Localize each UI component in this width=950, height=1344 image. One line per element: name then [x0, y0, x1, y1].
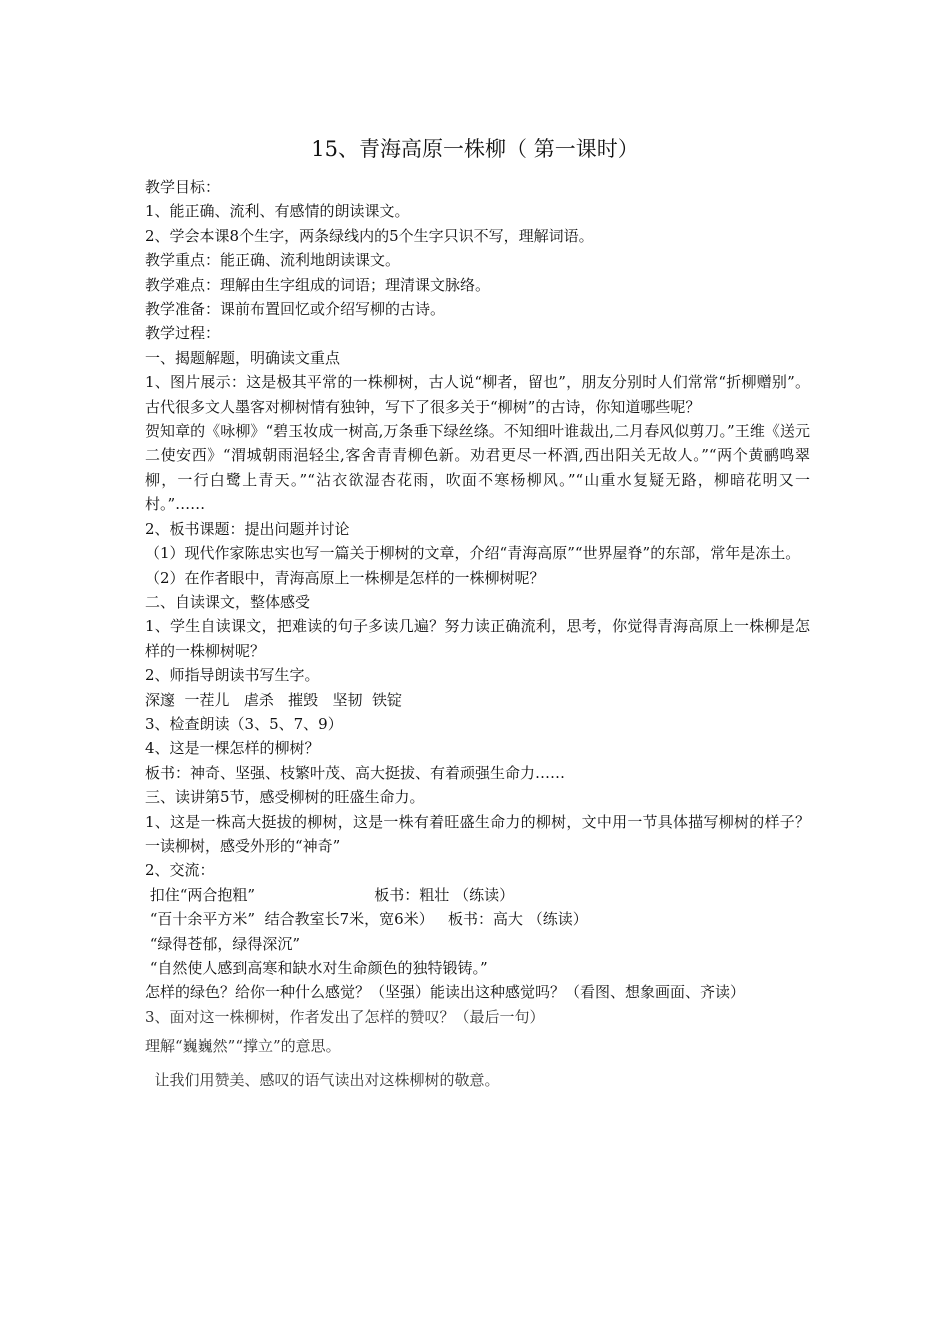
body-paragraph: 理解“巍巍然”“撑立”的意思。	[145, 1037, 341, 1056]
section-heading-objectives: 教学目标：	[145, 178, 221, 196]
objective-item: 2、学会本课8个生字，两条绿线内的5个生字只识不写，理解词语。	[145, 226, 594, 245]
step-heading-three: 三、读讲第5节，感受柳树的旺盛生命力。	[145, 788, 425, 807]
key-point: 教学重点：能正确、流利地朗读课文。	[145, 251, 401, 270]
body-paragraph: 3、面对这一株柳树，作者发出了怎样的赞叹？（最后一句）	[145, 1007, 545, 1026]
exchange-line: “百十余平方米” 结合教室长7米，宽6米） 板书：高大 （练读）	[145, 910, 588, 929]
vocabulary-list: 深邃 一茬儿 虐杀 摧毁 坚韧 铁锭	[145, 690, 402, 709]
lesson-title: 15、青海高原一株柳（ 第一课时）	[311, 137, 639, 161]
body-paragraph: 怎样的绿色？给你一种什么感觉？（坚强）能读出这种感觉吗？（看图、想象画面、齐读）	[145, 983, 746, 1002]
board-notes: 板书：神奇、坚强、枝繁叶茂、高大挺拔、有着顽强生命力……	[145, 763, 566, 782]
difficult-point: 教学难点：理解由生字组成的词语；理清课文脉络。	[145, 275, 491, 294]
exchange-line: “绿得苍郁，绿得深沉”	[145, 934, 301, 953]
body-paragraph: 3、检查朗读（3、5、7、9）	[145, 714, 343, 733]
body-paragraph: （2）在作者眼中，青海高原上一株柳是怎样的一株柳树呢？	[145, 568, 545, 587]
body-paragraph: 4、这是一棵怎样的柳树？	[145, 739, 320, 758]
step-heading-one: 一、揭题解题，明确读文重点	[145, 348, 341, 367]
body-paragraph: （1）现代作家陈忠实也写一篇关于柳树的文章，介绍“青海高原”“世界屋脊”的东部，常年是冻土。	[145, 544, 801, 563]
body-paragraph: 2、板书课题：提出问题并讨论	[145, 519, 350, 538]
body-paragraph: 2、师指导朗读书写生字。	[145, 666, 320, 685]
body-paragraph: 1、图片展示：这是极其平常的一株柳树，古人说“柳者，留也”，朋友分别时人们常常“折柳赠别”。古代很多文人墨客对柳树情有独钟，写下了很多关于“柳树”的古诗，你知道哪些呢？	[145, 373, 810, 416]
body-paragraph: 2、交流：	[145, 861, 215, 880]
body-paragraph: 1、学生自读课文，把难读的句子多读几遍？努力读正确流利，思考，你觉得青海高原上一株柳是怎样的一株柳树呢？	[145, 617, 810, 660]
body-paragraph: 1、这是一株高大挺拔的柳树，这是一株有着旺盛生命力的柳树，文中用一节具体描写柳树的样子？一读柳树，感受外形的“神奇”	[145, 812, 810, 855]
exchange-line: 扣住“两合抱粗” 板书：粗壮 （练读）	[145, 885, 515, 904]
preparation: 教学准备：课前布置回忆或介绍写柳的古诗。	[145, 300, 446, 319]
objective-item: 1、能正确、流利、有感情的朗读课文。	[145, 202, 410, 221]
exchange-line: “自然使人感到高寒和缺水对生命颜色的独特锻铸。”	[145, 959, 488, 977]
lesson-body	[145, 175, 810, 1092]
closing-paragraph: 让我们用赞美、感叹的语气读出对这株柳树的敬意。	[145, 1070, 500, 1089]
step-heading-two: 二、自读课文，整体感受	[145, 592, 311, 611]
section-heading-process: 教学过程：	[145, 324, 221, 343]
poem-quotes-paragraph: 贺知章的《咏柳》“碧玉妆成一树高,万条垂下绿丝绦。不知细叶谁裁出,二月春风似剪刀。”王维《送元二使安西》“渭城朝雨浥轻尘,客舍青青柳色新。劝君更尽一杯酒,西出阳关无故人。”“两个黄鹂鸣翠柳，一行白鹭上青天。”“沾衣欲湿杏花雨，吹面不寒杨柳风。”“山重水复疑无路，柳暗花明又一村。”……	[145, 422, 810, 514]
